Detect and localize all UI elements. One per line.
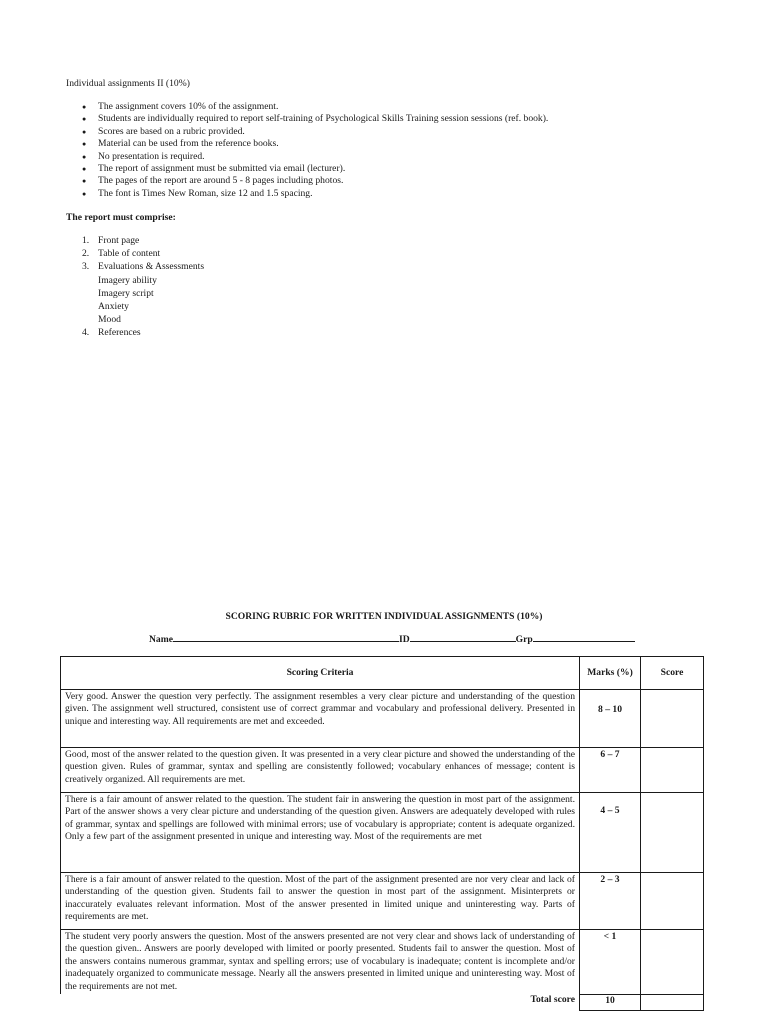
- id-label: ID: [398, 634, 410, 645]
- bullet-item: ● The pages of the report are around 5 - 8 pages including photos.: [66, 175, 548, 187]
- criteria-cell: The student very poorly answers the question. Most of the answers presented are not very clear and shows lack of understanding of the question given.. Answers are poorly developed with limited or poorly presented. Students fail to answer the question. Most of the answers contains numerous grammar, syntax and spelling errors; use of vocabulary is inadequate; content is incomplete and/or inadequately organized to communicate message. Nearly all the answers presented in limited unique and uninteresting way. Most of the requirements are not met.: [61, 930, 580, 995]
- table-row: [61, 930, 704, 995]
- student-info-line: [149, 632, 635, 646]
- criteria-cell: Very good. Answer the question very perfectly. The assignment resembles a very clear picture and understanding of the question given. The assignment well structured, consistent use of correct grammar and vocabulary and professional delivery. Presented in unique and interesting way. All requirements are met and exceeded.: [61, 690, 580, 748]
- bullet-item: ● The font is Times New Roman, size 12 and 1.5 spacing.: [66, 188, 548, 200]
- header-marks: Marks (%): [580, 657, 641, 690]
- report-contents-list: [66, 235, 204, 341]
- score-cell: [641, 748, 704, 793]
- assignment-heading: Individual assignments II (10%): [66, 78, 190, 89]
- contents-number: 1.: [82, 235, 90, 246]
- contents-item: [66, 235, 204, 248]
- bullet-item: ● Material can be used from the reference books.: [66, 138, 548, 150]
- contents-subitem: Imagery ability: [98, 274, 157, 286]
- total-score-label: Total score: [61, 994, 580, 1010]
- contents-item: [66, 248, 204, 261]
- marks-cell: 8 – 10: [580, 690, 641, 748]
- contents-subitem: Mood: [98, 314, 121, 326]
- contents-item: [66, 261, 204, 274]
- total-row: [61, 994, 704, 1010]
- marks-cell: 2 – 3: [580, 873, 641, 930]
- contents-text: Evaluations & Assessments: [98, 261, 205, 273]
- table-header-row: [61, 657, 704, 690]
- score-cell: [641, 930, 704, 995]
- marks-cell: < 1: [580, 930, 641, 995]
- grp-label: Grp: [515, 634, 533, 645]
- name-blank: [173, 632, 399, 642]
- assignment-bullet-list: [66, 101, 548, 200]
- contents-item: [66, 327, 204, 340]
- bullet-item: ● The assignment covers 10% of the assignment.: [66, 101, 548, 113]
- marks-cell: 4 – 5: [580, 793, 641, 873]
- report-comprise-title: The report must comprise:: [66, 212, 176, 223]
- contents-number: 4.: [82, 327, 90, 339]
- table-row: [61, 793, 704, 873]
- total-score-cell: [641, 994, 704, 1010]
- score-cell: [641, 793, 704, 873]
- table-row: [61, 748, 704, 793]
- contents-text: References: [98, 327, 141, 339]
- contents-subitem: Imagery script: [98, 287, 154, 299]
- grp-blank: [533, 632, 635, 642]
- table-row: [61, 873, 704, 930]
- criteria-cell: There is a fair amount of answer related to the question. The student fair in answering the question in most part of the assignment. Part of the answer shows a very clear picture and understanding of the question given. Answers are adequately developed with rules of grammar, syntax and spellings are followed with minimal errors; use of vocabulary is appropriate; content is adequate organized. Only a few part of the assignment presented in unique and interesting way. Most of the requirements are met: [61, 793, 580, 873]
- contents-text: Front page: [98, 235, 140, 246]
- rubric-title: SCORING RUBRIC FOR WRITTEN INDIVIDUAL ASSIGNMENTS (10%): [225, 611, 543, 622]
- criteria-cell: There is a fair amount of answer related to the question. Most of the part of the assignment presented are nor very clear and lack of understanding of the question given. Students fail to answer the question in most part of the assignment. Misinterprets or inaccurately evaluates relevant information. Most of the answer presented in limited unique and uninteresting way. Parts of requirements are met.: [61, 873, 580, 930]
- criteria-cell: Good, most of the answer related to the question given. It was presented in a very clear picture and showed the understanding of the question given. Rules of grammar, syntax and spelling are consistently followed; vocabulary enhances of message; content is creatively organized. All requirements are met.: [61, 748, 580, 793]
- bullet-item: ● No presentation is required.: [66, 151, 548, 163]
- total-score-value: 10: [580, 994, 641, 1010]
- score-cell: [641, 873, 704, 930]
- bullet-item: ● Students are individually required to report self-training of Psychological Skills Training session sessions (ref. book).: [66, 113, 548, 125]
- contents-text: Table of content: [98, 248, 161, 260]
- score-cell: [641, 690, 704, 748]
- contents-number: 3.: [82, 261, 90, 273]
- id-blank: [410, 632, 516, 642]
- header-score: Score: [641, 657, 704, 690]
- name-label: Name: [149, 634, 173, 645]
- contents-subitem: Anxiety: [98, 300, 129, 312]
- scoring-rubric-table: [60, 656, 704, 1011]
- header-scoring-criteria: Scoring Criteria: [61, 657, 580, 690]
- marks-cell: 6 – 7: [580, 748, 641, 793]
- contents-number: 2.: [82, 248, 90, 260]
- bullet-item: ● The report of assignment must be submitted via email (lecturer).: [66, 163, 548, 175]
- bullet-item: ● Scores are based on a rubric provided.: [66, 126, 548, 138]
- table-row: [61, 690, 704, 748]
